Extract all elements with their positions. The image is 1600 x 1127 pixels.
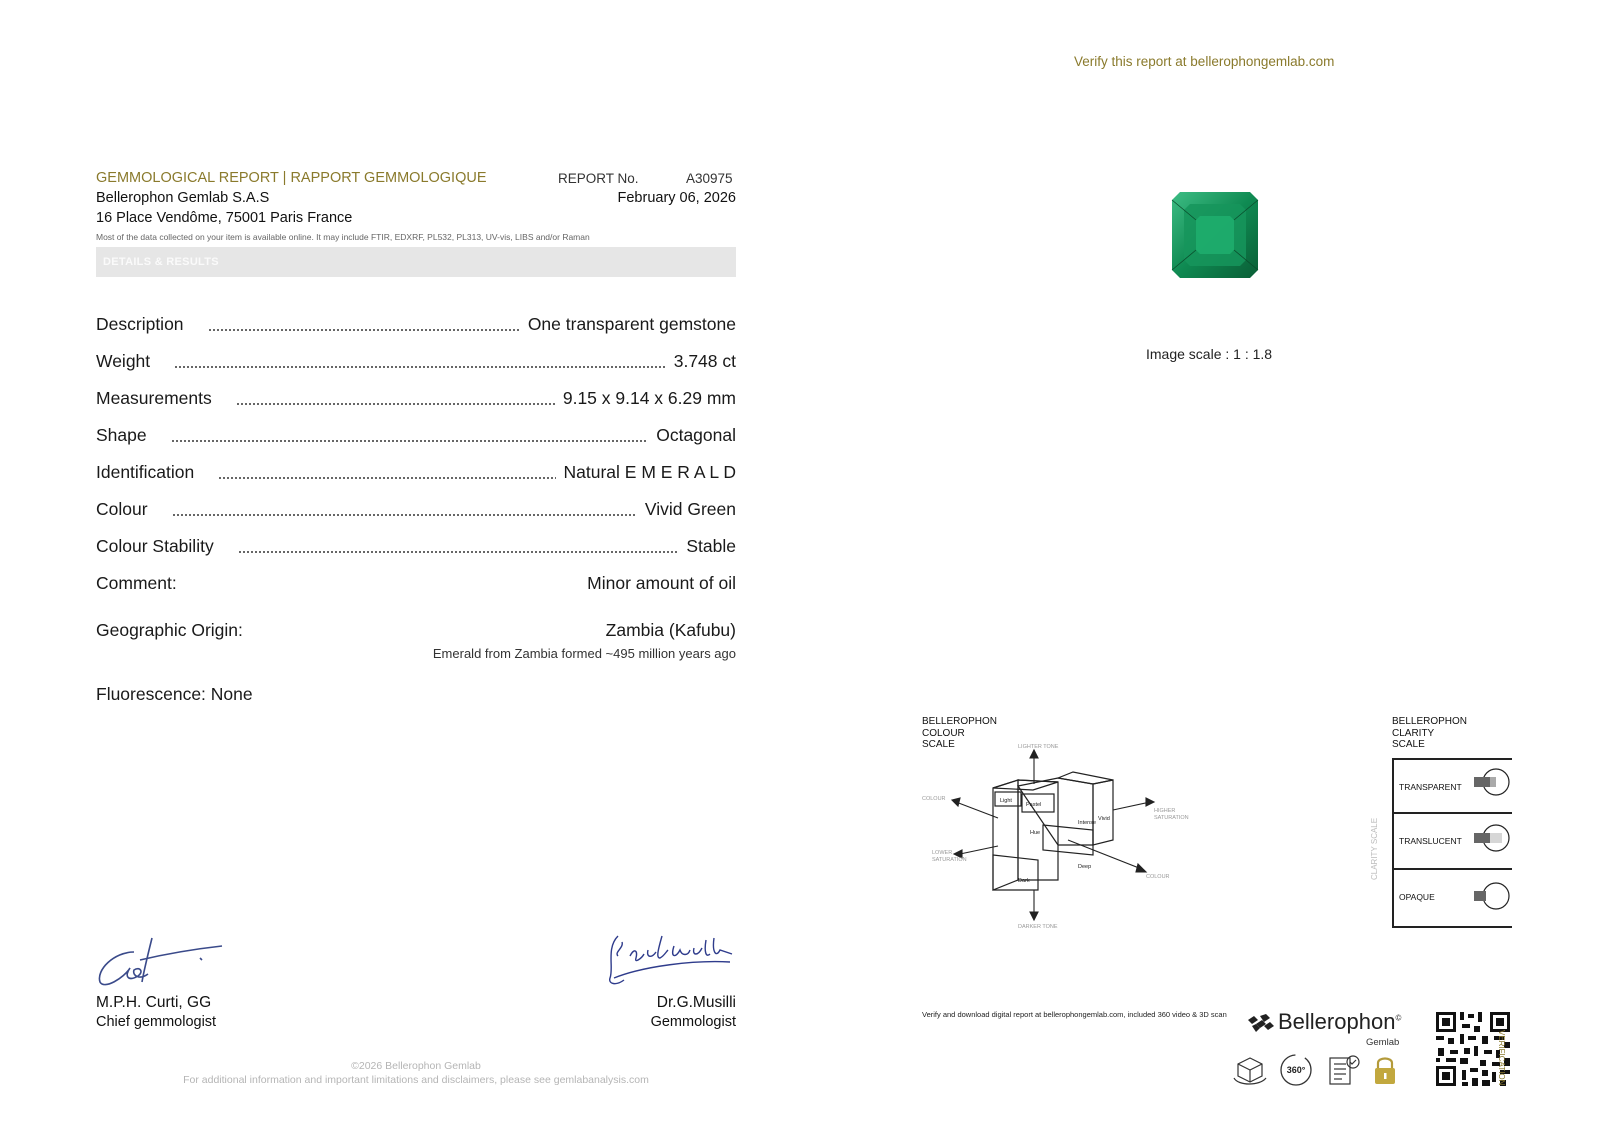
report-date: February 06, 2026 — [617, 190, 736, 206]
brand-subtitle: Gemlab — [1366, 1037, 1400, 1048]
origin-value: Zambia (Kafubu) — [605, 620, 736, 640]
detail-value: 9.15 x 9.14 x 6.29 mm — [562, 388, 736, 408]
clarity-scale-title — [1392, 716, 1467, 751]
report-number-label: REPORT No. — [558, 171, 639, 186]
label-colour-right: COLOUR — [1146, 874, 1170, 880]
company-address: 16 Place Vendôme, 75001 Paris France — [96, 210, 353, 226]
detail-value: 3.748 ct — [673, 351, 736, 371]
detail-value: Vivid Green — [644, 499, 736, 519]
report-number: A30975 — [686, 171, 733, 186]
label-lower-saturation: LOWER — [932, 850, 953, 856]
image-scale: Image scale : 1 : 1.8 — [1146, 346, 1273, 362]
dot-leader — [208, 329, 520, 331]
label-intense: Intense — [1078, 820, 1097, 826]
brand-mark: © — [1395, 1013, 1402, 1023]
colour-scale-title-line: COLOUR — [922, 727, 965, 739]
detail-label: Measurements — [96, 388, 212, 408]
clarity-scale-title-line: CLARITY — [1392, 727, 1435, 739]
clarity-scale-title-line: SCALE — [1392, 739, 1425, 750]
detail-row-shape — [96, 425, 736, 447]
detail-row-measurements — [96, 388, 736, 410]
section-label: DETAILS & RESULTS — [103, 256, 219, 268]
dot-leader — [238, 551, 679, 553]
signatory-role: Chief gemmologist — [96, 1014, 217, 1030]
detail-value: One transparent gemstone — [527, 314, 736, 334]
clarity-gem-icons — [1472, 762, 1512, 922]
data-note: Most of the data collected on your item is available online. It may include FTIR, EDXRF, PL532, PL313, UV-vis, LIBS and/or Raman — [96, 232, 590, 242]
detail-value: Natural E M E R A L D — [563, 462, 736, 482]
detail-label: Identification — [96, 462, 195, 482]
360-label: 360° — [1286, 1065, 1306, 1075]
detail-value: Octagonal — [656, 425, 736, 445]
detail-label: Colour — [96, 499, 148, 519]
detail-row-weight — [96, 351, 736, 373]
gemstone-image — [1170, 190, 1262, 282]
detail-row-colour-stability — [96, 536, 736, 558]
clarity-scale-side-label: CLARITY SCALE — [1370, 817, 1379, 880]
comment-value: Minor amount of oil — [587, 573, 736, 593]
brand-text: Bellerophon — [1278, 1009, 1396, 1034]
clarity-level-label: TRANSLUCENT — [1399, 836, 1462, 846]
signatory-name: M.P.H. Curti, GG — [96, 994, 212, 1011]
label-lighter-tone: LIGHTER TONE — [1018, 744, 1059, 750]
clarity-scale-title-line: BELLEROPHON — [1392, 716, 1468, 727]
report-title: GEMMOLOGICAL REPORT | RAPPORT GEMMOLOGIQUE — [96, 170, 487, 186]
colour-scale-title — [922, 716, 997, 751]
colour-scale-title-line: BELLEROPHON — [922, 716, 998, 727]
comment-label: Comment: — [96, 573, 177, 593]
copyright: ©2026 Bellerophon Gemlab — [351, 1060, 481, 1072]
signatory-role: Gemmologist — [650, 1014, 736, 1030]
origin-label: Geographic Origin: — [96, 620, 243, 640]
clarity-level-label: OPAQUE — [1399, 892, 1435, 902]
section-bar — [96, 247, 736, 277]
digital-report-note: Verify and download digital report at bellerophongemlab.com, included 360 video & 3D scan — [922, 1010, 1227, 1019]
label-colour-left: COLOUR — [922, 796, 946, 802]
signatory-name: Dr.G.Musilli — [656, 994, 736, 1011]
label-vivid: Vivid — [1098, 816, 1110, 822]
detail-row-comment — [96, 573, 736, 595]
signature-musilli — [604, 928, 740, 988]
dot-leader — [172, 514, 637, 516]
verification-label: VERIFICATION — [1497, 1030, 1506, 1086]
label-light: Light — [1000, 798, 1012, 804]
clarity-level-label: TRANSPARENT — [1399, 782, 1462, 792]
company-name: Bellerophon Gemlab S.A.S — [96, 190, 270, 206]
detail-row-description — [96, 314, 736, 336]
label-darker-tone: DARKER TONE — [1018, 924, 1058, 930]
label-hue: Hue — [1030, 830, 1041, 836]
brand-name — [1278, 1009, 1401, 1035]
label-higher-saturation: HIGHER — [1154, 808, 1176, 814]
disclaimer: For additional information and important limitations and disclaimers, please see gemlabanalysis.com — [183, 1074, 649, 1086]
colour-scale-title-line: SCALE — [922, 739, 955, 750]
verify-link[interactable]: Verify this report at bellerophongemlab.com — [1074, 54, 1335, 69]
detail-value: Stable — [686, 536, 736, 556]
detail-label: Weight — [96, 351, 151, 371]
digital-report-icon[interactable] — [1326, 1052, 1362, 1088]
signature-curti — [94, 930, 234, 990]
detail-row-origin — [96, 620, 736, 642]
360-video-icon[interactable] — [1278, 1052, 1314, 1088]
dot-leader — [174, 366, 666, 368]
label-pastel: Pastel — [1026, 802, 1042, 808]
lock-icon — [1372, 1054, 1398, 1086]
dot-leader — [171, 440, 649, 442]
label-deep: Deep — [1078, 864, 1092, 870]
origin-note: Emerald from Zambia formed ~495 million years ago — [432, 646, 736, 661]
label-dark: Dark — [1018, 878, 1030, 884]
detail-label: Description — [96, 314, 184, 334]
dot-leader — [218, 477, 555, 479]
detail-label: Colour Stability — [96, 536, 214, 556]
dot-leader — [236, 403, 555, 405]
fluorescence: Fluorescence: None — [96, 684, 253, 704]
detail-row-identification — [96, 462, 736, 484]
label-lower-saturation: SATURATION — [932, 857, 967, 863]
3d-scan-icon[interactable] — [1232, 1054, 1268, 1088]
detail-row-colour — [96, 499, 736, 521]
detail-label: Shape — [96, 425, 147, 445]
label-higher-saturation: SATURATION — [1154, 815, 1189, 821]
bellerophon-logo-icon — [1246, 1014, 1276, 1034]
